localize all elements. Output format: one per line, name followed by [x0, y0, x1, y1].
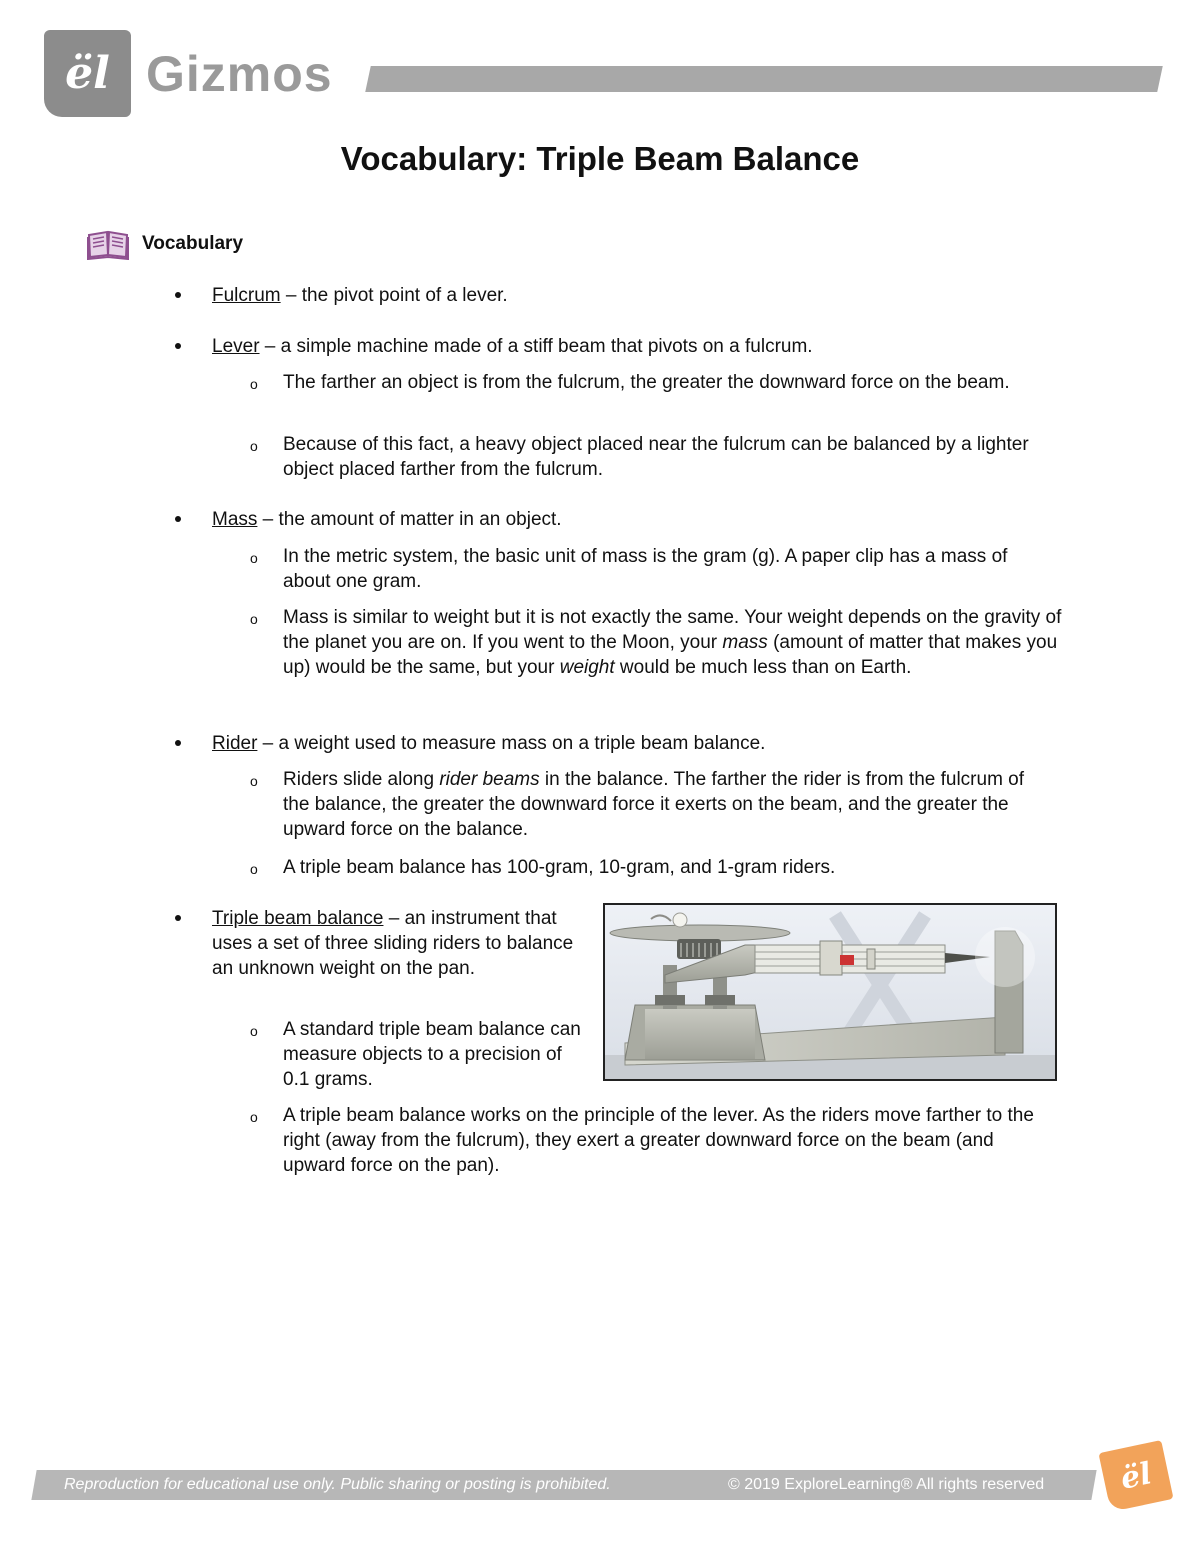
- definition-mass: – the amount of matter in an object.: [257, 509, 562, 530]
- sub-bullet: o: [250, 1109, 258, 1125]
- sub-item: [250, 855, 1040, 880]
- sub-item: [250, 1103, 1050, 1178]
- section-label: Vocabulary: [142, 233, 244, 254]
- sub-bullet: o: [250, 438, 258, 454]
- term-mass: Mass: [212, 509, 258, 530]
- header-bar: [365, 66, 1163, 92]
- emphasis-mass: mass: [722, 632, 768, 653]
- term-fulcrum: Fulcrum: [212, 285, 281, 306]
- sub-item: [250, 605, 1070, 680]
- sub-bullet: o: [250, 376, 258, 392]
- list-item-rider: [174, 731, 1074, 756]
- explorelearning-logo: [1098, 1440, 1173, 1512]
- page-title: Vocabulary: Triple Beam Balance: [340, 140, 860, 177]
- gizmos-logo: [44, 30, 131, 117]
- sub-text: [283, 767, 1040, 842]
- definition-lever: – a simple machine made of a stiff beam that pivots on a fulcrum.: [259, 336, 813, 357]
- sub-bullet: o: [250, 773, 258, 789]
- sub-text-part: would be much less than on Earth.: [614, 657, 912, 678]
- sub-text: The farther an object is from the fulcrum, the greater the downward force on the beam.: [283, 372, 1010, 393]
- sub-text-part: in the balance. The farther the rider is from the fulcrum of the balance, the greater the downward force it exerts on the beam, and the greater the upward force on the balance.: [283, 769, 1025, 840]
- definition-triple-beam-balance: – an instrument that uses a set of three sliding riders to balance an unknown weight on the pan.: [212, 908, 574, 979]
- sub-text: [283, 605, 1070, 680]
- term-rider: Rider: [212, 733, 258, 754]
- list-item-fulcrum: [174, 283, 1074, 308]
- sub-text: A triple beam balance works on the principle of the lever. As the riders move farther to the right (away from the fulcrum), they exert a greater downward force on the beam (and upward force on the pan).: [283, 1105, 1034, 1176]
- sub-text-part: Mass is similar to weight but it is not exactly the same. Your weight depends on the gravity of the planet you are on. If you went to the Moon, your: [283, 607, 1062, 653]
- balance-figure: [603, 903, 1057, 1081]
- sub-item: [250, 767, 1040, 842]
- sub-item: [250, 544, 1040, 594]
- footer-logo-mark: ël: [1117, 1455, 1155, 1497]
- sub-text: A triple beam balance has 100-gram, 10-gram, and 1-gram riders.: [283, 857, 836, 878]
- sub-item: [250, 370, 1040, 395]
- sub-item: [250, 1017, 590, 1092]
- sub-bullet: o: [250, 1023, 258, 1039]
- sub-bullet: o: [250, 550, 258, 566]
- list-item-mass: [174, 507, 1074, 532]
- book-icon: [86, 228, 130, 260]
- emphasis-weight: weight: [559, 657, 615, 678]
- definition-rider: – a weight used to measure mass on a triple beam balance.: [257, 733, 766, 754]
- list-item-triple-beam-balance: [174, 906, 589, 981]
- sub-text: Because of this fact, a heavy object placed near the fulcrum can be balanced by a lighter object placed farther from the fulcrum.: [283, 434, 1029, 480]
- sub-bullet: o: [250, 611, 258, 627]
- definition-fulcrum: – the pivot point of a lever.: [280, 285, 508, 306]
- logo-mark: ël: [65, 48, 110, 99]
- term-lever: Lever: [212, 336, 260, 357]
- sub-text: In the metric system, the basic unit of mass is the gram (g). A paper clip has a mass of about one gram.: [283, 546, 1008, 592]
- footer-notice: Reproduction for educational use only. Public sharing or posting is prohibited.: [64, 1476, 611, 1493]
- sub-item: [250, 432, 1070, 482]
- list-item-lever: [174, 334, 1074, 359]
- triple-beam-balance-illustration: [605, 905, 1055, 1079]
- sub-text: A standard triple beam balance can measure objects to a precision of 0.1 grams.: [283, 1019, 581, 1090]
- sub-text-part: Riders slide along: [283, 769, 440, 790]
- term-triple-beam-balance: Triple beam balance: [212, 908, 384, 929]
- footer-copyright: © 2019 ExploreLearning® All rights reserved: [728, 1476, 1045, 1493]
- sub-text-part: (amount of matter that makes you up) would be the same, but your: [283, 632, 1058, 678]
- brand-name: Gizmos: [146, 46, 333, 102]
- section-heading: [86, 228, 243, 260]
- emphasis-rider-beams: rider beams: [439, 769, 540, 790]
- sub-bullet: o: [250, 861, 258, 877]
